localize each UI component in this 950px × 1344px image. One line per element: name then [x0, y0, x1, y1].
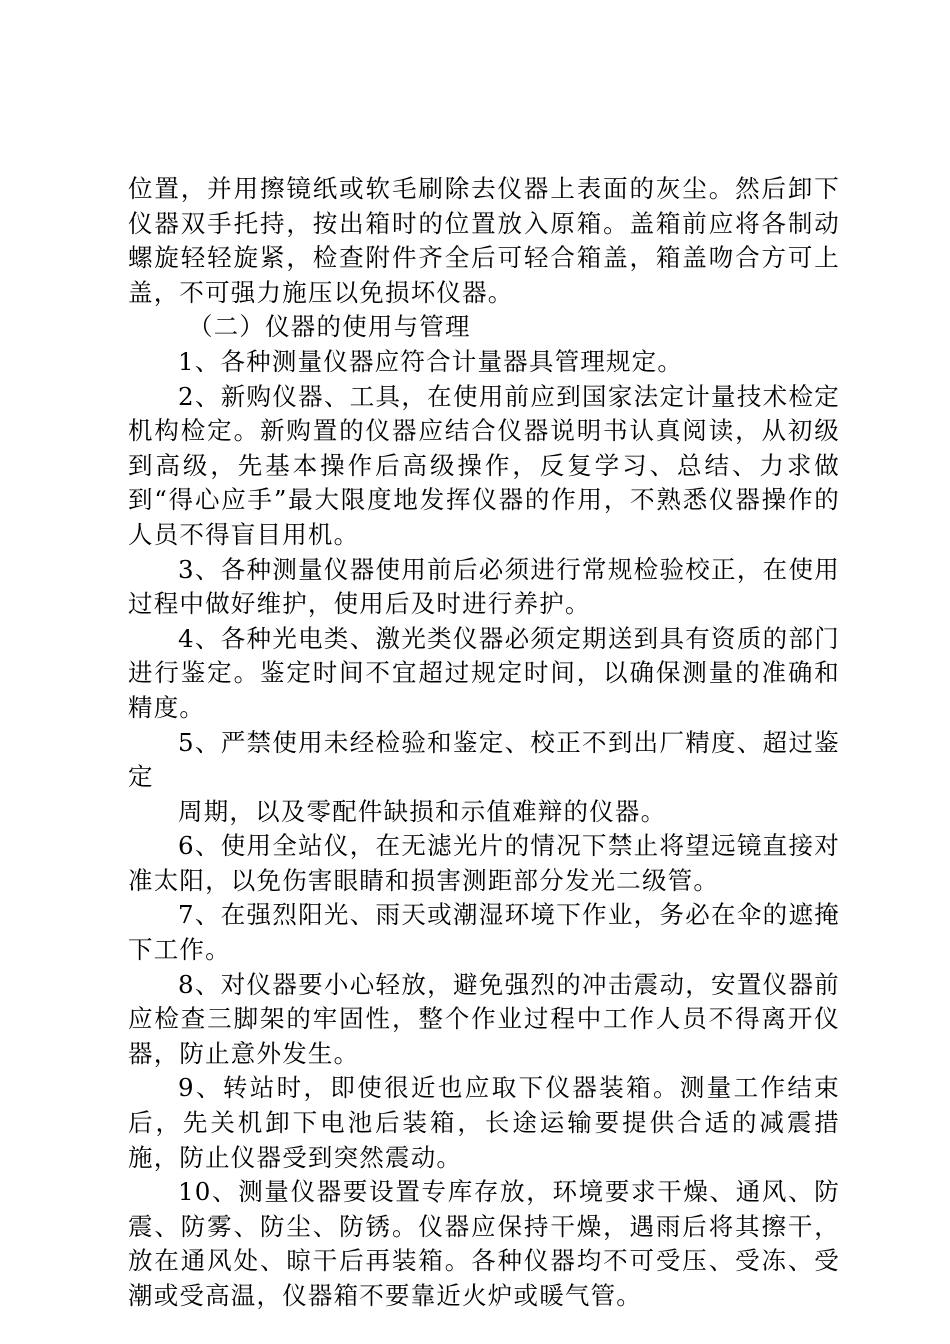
paragraph-item-8: 8、对仪器要小心轻放，避免强烈的冲击震动，安置仪器前应检查三脚架的牢固性，整个作业过程中工作人员不得离开仪器，防止意外发生。 — [128, 969, 840, 1068]
paragraph-item-5: 5、严禁使用未经检验和鉴定、校正不到出厂精度、超过鉴定 — [128, 727, 840, 792]
paragraph-item-4: 4、各种光电类、激光类仪器必须定期送到具有资质的部门进行鉴定。鉴定时间不宜超过规定时间，以确保测量的准确和精度。 — [128, 623, 840, 722]
paragraph-item-5-continuation: 周期，以及零配件缺损和示值难辩的仪器。 — [178, 796, 667, 826]
paragraph-item-9: 9、转站时，即使很近也应取下仪器装箱。测量工作结束后，先关机卸下电池后装箱，长途运输要提供合适的减震措施，防止仪器受到突然震动。 — [128, 1073, 840, 1172]
section-heading: （二）仪器的使用与管理 — [188, 312, 471, 342]
paragraph-item-6: 6、使用全站仪，在无滤光片的情况下禁止将望远镜直接对准太阳，以免伤害眼睛和损害测距部分发光二级管。 — [128, 831, 840, 895]
paragraph-item-1: 1、各种测量仪器应符合计量器具管理规定。 — [178, 346, 684, 376]
paragraph-item-7: 7、在强烈阳光、雨天或潮湿环境下作业，务必在伞的遮掩下工作。 — [128, 900, 840, 965]
document-body — [128, 172, 840, 1314]
paragraph-continuation: 位置，并用擦镜纸或软毛刷除去仪器上表面的灰尘。然后卸下仪器双手托持，按出箱时的位置放入原箱。盖箱前应将各制动螺旋轻轻旋紧，检查附件齐全后可轻合箱盖，箱盖吻合方可上盖，不可强力施压以免损坏仪器。 — [128, 174, 840, 307]
paragraph-item-10: 10、测量仪器要设置专库存放，环境要求干燥、通风、防震、防雾、防尘、防锈。仪器应保持干燥，遇雨后将其擦干，放在通风处、晾干后再装箱。各种仪器均不可受压、受冻、受潮或受高温，仪器箱不要靠近火炉或暖气管。 — [128, 1177, 840, 1310]
paragraph-item-2: 2、新购仪器、工具，在使用前应到国家法定计量技术检定机构检定。新购置的仪器应结合仪器说明书认真阅读，从初级到高级，先基本操作后高级操作，反复学习、总结、力求做到“得心应手”最大限度地发挥仪器的作用，不熟悉仪器操作的人员不得盲目用机。 — [128, 381, 840, 549]
paragraph-item-3: 3、各种测量仪器使用前后必须进行常规检验校正，在使用过程中做好维护，使用后及时进行养护。 — [128, 554, 840, 619]
